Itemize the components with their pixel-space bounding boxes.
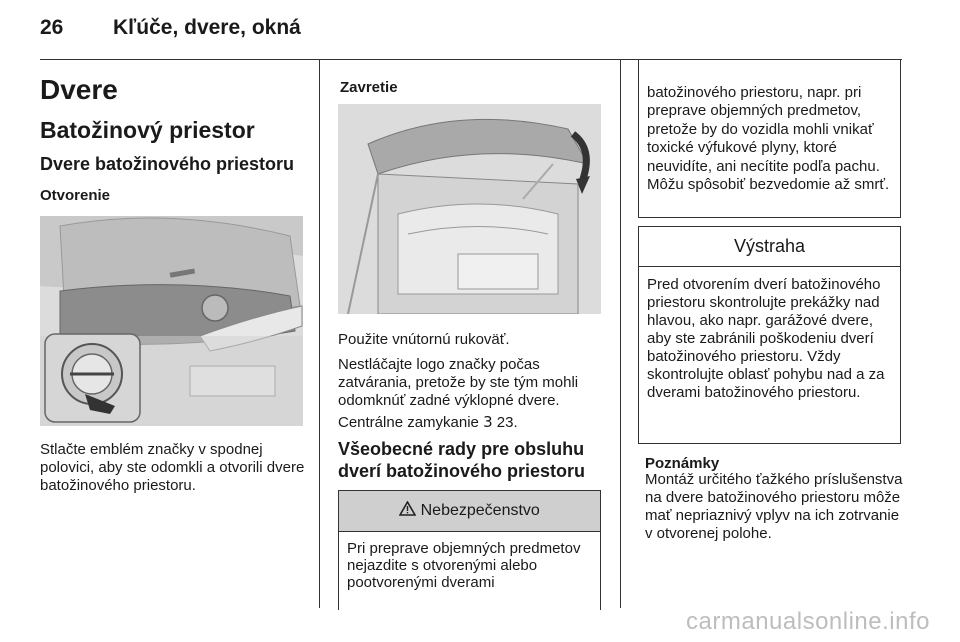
chapter-title: Kľúče, dvere, okná: [113, 16, 301, 39]
warning-triangle-icon: [399, 502, 420, 519]
closing-label: Zavretie: [340, 79, 398, 96]
warning-title: Výstraha: [639, 227, 900, 267]
danger-text-continued: batožinového priestoru, napr. pri preprave objemných predmetov, pretože by do vozidla mohli vnikať toxické výfukové plyny, ktoré neuvidíte, ani necítite podľa pachu. Môžu spôsobiť bezvedomie až smrť.: [647, 84, 890, 194]
column-divider-1: [319, 60, 320, 608]
column-divider-2: [620, 60, 621, 608]
arrow-icon: 3: [483, 413, 493, 431]
warning-text: Pred otvorením dverí batožinového priestoru skontrolujte prekážky nad hlavou, ako napr. garážové dvere, aby ste zabránili poškodeniu dverí batožinového priestoru. Vždy skontrolujte oblasť pohybu nad a za dverami batožinového priestoru.: [647, 276, 885, 401]
warning-box: [638, 226, 901, 444]
subsection-title: Batožinový priestor: [40, 117, 255, 143]
section-title: Dvere: [40, 74, 118, 105]
closing-para-1: Použite vnútornú rukoväť.: [338, 331, 510, 348]
watermark: carmanualsonline.info: [686, 608, 930, 635]
note-text: Montáž určitého ťažkého príslušenstva na dvere batožinového priestoru môže mať nepriaznivý vplyv na ich zotrvanie v otvorenej polohe.: [645, 471, 903, 542]
opening-illustration: [40, 216, 303, 426]
central-locking-ref: [338, 413, 608, 432]
danger-text: Pri preprave objemných predmetov nejazdite s otvorenými alebo pootvorenými dverami: [347, 540, 581, 591]
note-title: Poznámky: [645, 455, 720, 472]
advice-title: Všeobecné rady pre obsluhu dverí batožinového priestoru: [338, 439, 586, 481]
danger-header: [339, 491, 600, 532]
danger-title: Nebezpečenstvo: [420, 502, 540, 519]
page-ref-link[interactable]: 23.: [496, 414, 518, 431]
page-number: 26: [40, 16, 64, 39]
closing-illustration: [338, 104, 601, 314]
opening-label: Otvorenie: [40, 187, 111, 204]
subsubsection-title: Dvere batožinového priestoru: [40, 154, 295, 174]
closing-para-2: Nestláčajte logo značky počas zatvárania, pretože by ste tým mohli odomknúť zadné výklopné dvere.: [338, 356, 579, 409]
central-locking-label: Centrálne zamykanie: [338, 414, 479, 431]
danger-box: [338, 490, 601, 610]
danger-box-continued: [638, 60, 901, 218]
opening-text: Stlačte emblém značky v spodnej polovici, aby ste odomkli a otvorili dvere batožinového priestoru.: [40, 441, 305, 494]
